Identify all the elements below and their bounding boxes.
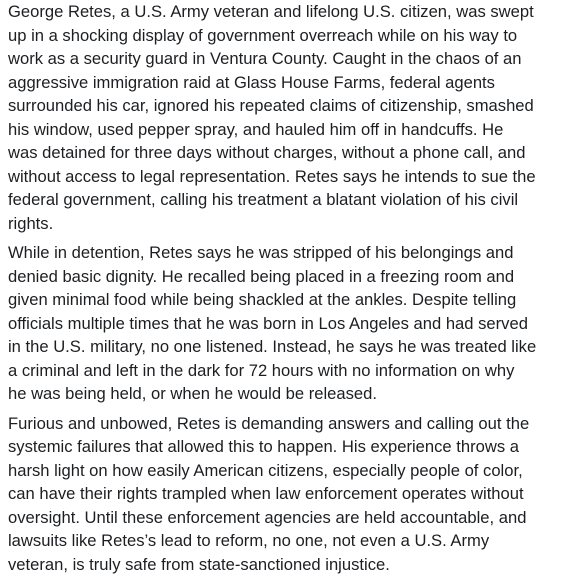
paragraph-detention-conditions: [8, 241, 564, 406]
text-line: without access to legal representation. Retes says he intends to sue the: [8, 166, 536, 186]
text-line: Furious and unbowed, Retes is demanding answers and calling out the: [8, 413, 530, 433]
text-line: officials multiple times that he was born in Los Angeles and had served: [8, 313, 528, 333]
text-line: George Retes, a U.S. Army veteran and lifelong U.S. citizen, was swept: [8, 2, 534, 21]
text-line: While in detention, Retes says he was stripped of his belongings and: [8, 243, 514, 262]
text-line: lawsuits like Retes’s lead to reform, no one, not even a U.S. Army: [8, 531, 490, 550]
text-line: systemic failures that allowed this to happen. His experience throws a: [8, 437, 519, 456]
text-line: a criminal and left in the dark for 72 hours with no information on why: [8, 360, 515, 380]
text-line: oversight. Until these enforcement agencies are held accountable, and: [8, 507, 527, 527]
text-line: work as a security guard in Ventura County. Caught in the chaos of an: [8, 49, 522, 68]
text-line: can have their rights trampled when law enforcement operates without: [8, 484, 524, 503]
text-line: federal government, calling his treatment a blatant violation of his civil: [8, 190, 519, 209]
paragraph-accountability: [8, 412, 564, 577]
paragraph-detention-arrest: [8, 0, 564, 235]
text-line: harsh light on how easily American citizens, especially people of color,: [8, 460, 523, 480]
text-line: was detained for three days without charges, without a phone call, and: [8, 143, 526, 162]
text-line: rights.: [8, 213, 54, 233]
text-line: denied basic dignity. He recalled being placed in a freezing room and: [8, 266, 515, 286]
text-line: surrounded his car, ignored his repeated claims of citizenship, smashed: [8, 96, 534, 115]
text-line: he was being held, or when he would be released.: [8, 384, 378, 403]
text-line: given minimal food while being shackled at the ankles. Despite telling: [8, 290, 517, 309]
text-line: up in a shocking display of government overreach while on his way to: [8, 25, 518, 45]
text-line: in the U.S. military, no one listened. Instead, he says he was treated like: [8, 337, 537, 356]
text-line: veteran, is truly safe from state-sanctioned injustice.: [8, 554, 390, 574]
text-line: aggressive immigration raid at Glass House Farms, federal agents: [8, 72, 495, 92]
text-line: his window, used pepper spray, and hauled him off in handcuffs. He: [8, 119, 504, 139]
